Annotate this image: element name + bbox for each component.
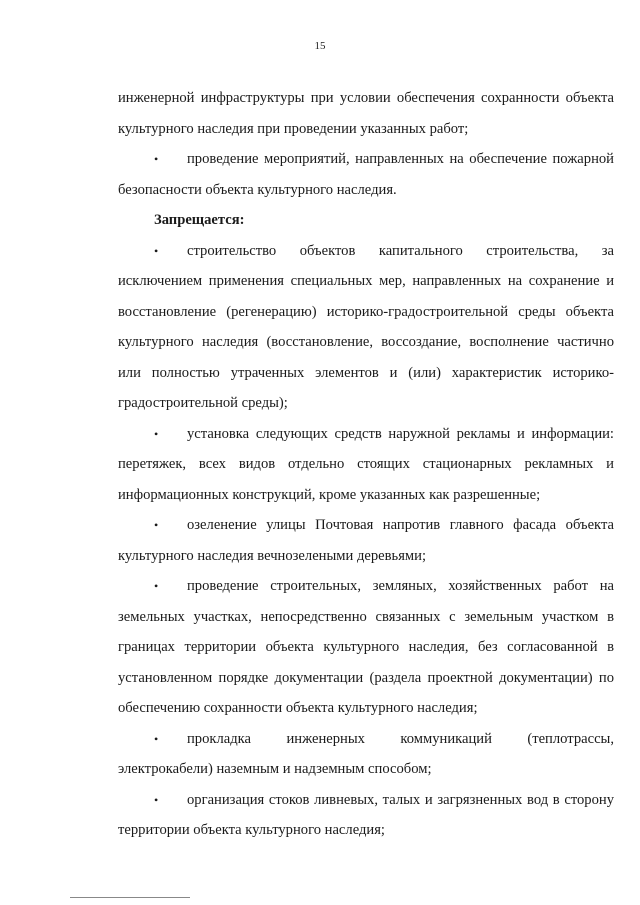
bullet-icon: •	[154, 792, 159, 807]
list-item-text: прокладка инженерных коммуникаций (теплотрассы, электрокабели) наземным и надземным способом;	[118, 730, 614, 777]
bullet-icon: •	[154, 152, 159, 166]
footer-rule	[70, 897, 190, 898]
bullet-icon: •	[154, 426, 159, 441]
bullet-icon: •	[154, 518, 159, 532]
list-item	[118, 236, 614, 419]
list-item-text: строительство объектов капитального строительства, за исключением применения специальных мер, направленных на сохранение и восстановление (регенерацию) историко-градостроительной среды объекта культурного наследия (восстановление, воссоздание, восполнение частично или полностью утраченных элементов и (или) характеристик историко-градостроительной среды);	[118, 242, 614, 411]
list-item-text: проведение строительных, земляных, хозяйственных работ на земельных участках, непосредственно связанных с земельным участком в границах территории объекта культурного наследия, без согласованной в установленном порядке документации (раздела проектной документации) по обеспечению сохранности объекта культурного наследия;	[118, 578, 614, 716]
list-item	[118, 571, 614, 724]
page-content	[118, 83, 614, 846]
continuation-paragraph: инженерной инфраструктуры при условии обеспечения сохранности объекта культурного наследия при проведении указанных работ;	[118, 90, 614, 137]
list-item-text: озеленение улицы Почтовая напротив главного фасада объекта культурного наследия вечнозелеными деревьями;	[118, 517, 614, 564]
list-item-text: проведение мероприятий, направленных на обеспечение пожарной безопасности объекта культурного наследия.	[118, 151, 614, 198]
list-item	[118, 510, 614, 571]
list-item	[118, 724, 614, 785]
page-number: 15	[314, 40, 326, 52]
bullet-icon: •	[154, 731, 159, 746]
list-item	[118, 419, 614, 511]
bullet-icon: •	[154, 579, 159, 593]
list-item	[118, 785, 614, 846]
list-item-text: организация стоков ливневых, талых и загрязненных вод в сторону территории объекта культурного наследия;	[118, 791, 614, 838]
list-item-text: установка следующих средств наружной рекламы и информации: перетяжек, всех видов отдельно стоящих стационарных рекламных и информационных конструкций, кроме указанных как разрешенные;	[118, 425, 614, 503]
bullet-icon: •	[154, 243, 159, 258]
list-item	[118, 144, 614, 205]
section-heading: Запрещается:	[154, 212, 245, 228]
